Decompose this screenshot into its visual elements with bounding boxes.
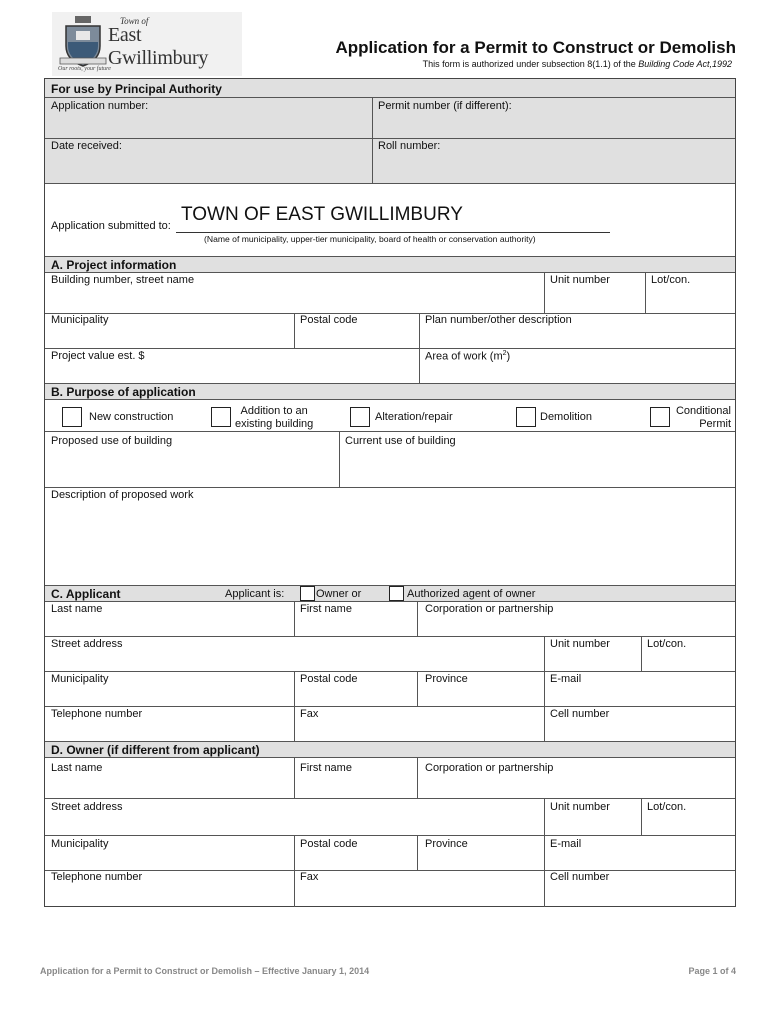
applicant-postal-code-field[interactable]: Postal code xyxy=(300,673,358,685)
applicant-owner-checkbox[interactable] xyxy=(300,586,315,601)
owner-province-field[interactable]: Province xyxy=(425,838,468,850)
building-number-field[interactable]: Building number, street name xyxy=(51,274,195,286)
current-use-field[interactable]: Current use of building xyxy=(345,435,456,447)
owner-municipality-field[interactable]: Municipality xyxy=(51,838,109,850)
permit-form xyxy=(44,78,736,907)
applicant-is-label: Applicant is: xyxy=(225,588,285,600)
applicant-fax-field[interactable]: Fax xyxy=(300,708,319,720)
applicant-agent-label: Authorized agent of owner xyxy=(407,588,536,600)
addition-checkbox[interactable] xyxy=(211,407,231,427)
owner-cell-field[interactable]: Cell number xyxy=(550,871,610,883)
applicant-telephone-field[interactable]: Telephone number xyxy=(51,708,143,720)
lot-con-field[interactable]: Lot/con. xyxy=(651,274,691,286)
project-municipality-field[interactable]: Municipality xyxy=(51,314,109,326)
owner-first-name-field[interactable]: First name xyxy=(300,762,352,774)
owner-email-field[interactable]: E-mail xyxy=(550,838,582,850)
applicant-province-field[interactable]: Province xyxy=(425,673,468,685)
application-number-field[interactable]: Application number: xyxy=(51,100,149,112)
project-heading: A. Project information xyxy=(51,258,177,272)
demolition-checkbox[interactable] xyxy=(516,407,536,427)
owner-lot-con-field[interactable]: Lot/con. xyxy=(647,801,687,813)
owner-telephone-field[interactable]: Telephone number xyxy=(51,871,143,883)
owner-street-field[interactable]: Street address xyxy=(51,801,123,813)
alteration-checkbox[interactable] xyxy=(350,407,370,427)
applicant-unit-number-field[interactable]: Unit number xyxy=(550,638,610,650)
plan-number-field[interactable]: Plan number/other description xyxy=(425,314,572,326)
applicant-first-name-field[interactable]: First name xyxy=(300,603,352,615)
principal-authority-heading: For use by Principal Authority xyxy=(51,82,222,96)
applicant-heading: C. Applicant xyxy=(51,587,121,601)
demolition-label: Demolition xyxy=(540,411,592,423)
town-crest-icon xyxy=(56,14,110,68)
alteration-label: Alteration/repair xyxy=(375,411,453,423)
owner-corporation-field[interactable]: Corporation or partnership xyxy=(425,762,554,774)
applicant-municipality-field[interactable]: Municipality xyxy=(51,673,109,685)
applicant-lot-con-field[interactable]: Lot/con. xyxy=(647,638,687,650)
proposed-use-field[interactable]: Proposed use of building xyxy=(51,435,173,447)
owner-unit-number-field[interactable]: Unit number xyxy=(550,801,610,813)
submitted-to-note: (Name of municipality, upper-tier municipality, board of health or conservation authority) xyxy=(204,234,536,244)
logo-town-of: Town of xyxy=(120,16,149,26)
applicant-email-field[interactable]: E-mail xyxy=(550,673,582,685)
authority-note: This form is authorized under subsection 8(1.1) of the Building Code Act,1992 xyxy=(422,59,732,69)
new-construction-checkbox[interactable] xyxy=(62,407,82,427)
permit-number-field[interactable]: Permit number (if different): xyxy=(378,100,512,112)
purpose-heading: B. Purpose of application xyxy=(51,385,196,399)
page-number: Page 1 of 4 xyxy=(688,966,736,976)
project-postal-code-field[interactable]: Postal code xyxy=(300,314,358,326)
owner-heading: D. Owner (if different from applicant) xyxy=(51,743,260,757)
addition-label: Addition to an existing building xyxy=(235,405,314,430)
new-construction-label: New construction xyxy=(89,411,174,423)
applicant-corporation-field[interactable]: Corporation or partnership xyxy=(425,603,554,615)
area-of-work-field[interactable]: Area of work $(m^2)$ xyxy=(425,350,511,363)
date-received-field[interactable]: Date received: xyxy=(51,140,122,152)
applicant-street-field[interactable]: Street address xyxy=(51,638,123,650)
roll-number-field[interactable]: Roll number: xyxy=(378,140,441,152)
unit-number-field[interactable]: Unit number xyxy=(550,274,610,286)
owner-postal-code-field[interactable]: Postal code xyxy=(300,838,358,850)
applicant-last-name-field[interactable]: Last name xyxy=(51,603,103,615)
submitted-to-label: Application submitted to: xyxy=(51,220,171,232)
owner-last-name-field[interactable]: Last name xyxy=(51,762,103,774)
applicant-agent-checkbox[interactable] xyxy=(389,586,404,601)
logo-motto: Our roots, your future xyxy=(58,66,111,72)
project-value-field[interactable]: Project value est. $ xyxy=(51,350,145,362)
applicant-cell-field[interactable]: Cell number xyxy=(550,708,610,720)
applicant-owner-label: Owner or xyxy=(316,588,362,600)
logo-town-name: East Gwillimbury xyxy=(108,24,209,69)
footer-text: Application for a Permit to Construct or Demolish – Effective January 1, 2014 xyxy=(40,966,370,976)
conditional-permit-checkbox[interactable] xyxy=(650,407,670,427)
description-field[interactable]: Description of proposed work xyxy=(51,489,194,501)
act-name: Building Code Act,1992 xyxy=(638,59,732,69)
town-logo xyxy=(52,12,242,76)
submitted-to-value[interactable]: TOWN OF EAST GWILLIMBURY xyxy=(181,204,463,225)
owner-fax-field[interactable]: Fax xyxy=(300,871,319,883)
document-title: Application for a Permit to Construct or Demolish xyxy=(335,38,736,57)
conditional-permit-label: Conditional Permit xyxy=(675,405,731,430)
